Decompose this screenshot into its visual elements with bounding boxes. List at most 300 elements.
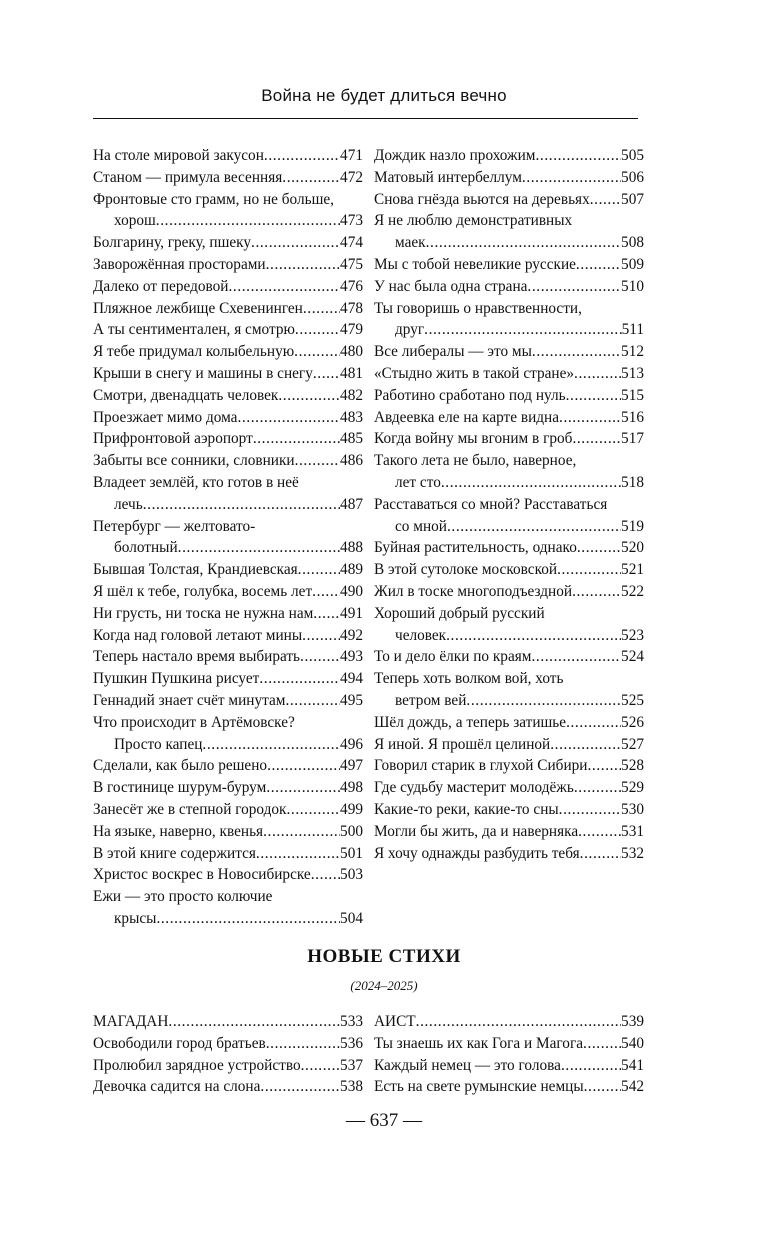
toc-entry-page: 537 <box>340 1056 363 1074</box>
toc-entry-line <box>93 254 363 276</box>
toc-entry-page: 483 <box>340 408 363 426</box>
toc-entry-title: Каждый немец — это голова <box>374 1056 561 1074</box>
toc-entry-line <box>93 494 363 516</box>
toc-entry <box>93 189 363 233</box>
toc-entry-title: В этой книге содержится <box>93 844 256 862</box>
toc-entry-title-cont: крысы <box>114 909 157 927</box>
toc-entry-page: 471 <box>340 147 363 164</box>
toc-entry <box>93 450 363 472</box>
toc-entry-title: Крыши в снегу и машины в снегу <box>93 364 313 382</box>
toc-entry-title: Буйная растительность, однако <box>374 539 577 557</box>
toc-entry-line <box>374 581 644 603</box>
section-years: (2024–2025) <box>350 978 418 993</box>
toc-entry-line <box>374 1033 644 1055</box>
dot-leader <box>267 755 340 777</box>
toc-entry <box>374 559 644 581</box>
toc-entry-line <box>93 210 363 232</box>
toc-entry-page: 529 <box>621 779 644 797</box>
toc-entry-title: Мы с тобой невеликие русские <box>374 255 576 273</box>
toc-entry-page: 541 <box>621 1056 644 1074</box>
toc-entry-page: 525 <box>621 691 644 709</box>
toc-entry-title: В этой сутолоке московской <box>374 561 558 579</box>
dot-leader <box>561 1055 621 1077</box>
toc-entry-page: 487 <box>340 495 363 513</box>
dot-leader <box>527 276 621 298</box>
toc-entry-title: Где судьбу мастерит молодёжь <box>374 779 574 797</box>
toc-entry <box>93 145 363 167</box>
toc-entry <box>374 712 644 734</box>
toc-entry-page: 510 <box>621 277 644 295</box>
toc-entry-title: Сделали, как было решено <box>93 757 268 775</box>
toc-entry <box>374 734 644 756</box>
toc-entry <box>93 625 363 647</box>
toc-entry-line <box>374 254 644 276</box>
toc-entry-line <box>93 407 363 429</box>
toc-entry <box>374 428 644 450</box>
toc-entry-page: 474 <box>340 234 363 252</box>
toc-entry <box>93 581 363 603</box>
dot-leader <box>295 450 340 472</box>
toc-entry-page: 528 <box>621 757 644 775</box>
toc-entry-page: 472 <box>340 168 363 186</box>
toc-entry <box>93 167 363 189</box>
toc-entry <box>374 189 644 211</box>
dot-leader <box>313 363 340 385</box>
toc-entry-page: 526 <box>621 713 644 731</box>
toc-entry-title: Жил в тоске многоподъездной <box>374 582 573 600</box>
toc-entry-page: 497 <box>340 757 363 775</box>
toc-entry <box>374 145 644 167</box>
toc-entry-page: 531 <box>621 822 644 840</box>
toc-entry-line <box>374 646 644 668</box>
dot-leader <box>557 559 621 581</box>
toc-entry-line <box>93 145 363 167</box>
toc-entry <box>374 843 644 865</box>
dot-leader <box>426 232 621 254</box>
toc-entry <box>374 254 644 276</box>
toc-entry-page: 488 <box>340 539 363 557</box>
toc-entry-line <box>93 232 363 254</box>
toc-entry <box>93 516 363 560</box>
toc-entry-title: Пушкин Пушкина рисует <box>93 670 260 688</box>
toc-entry-line <box>374 537 644 559</box>
toc-entry <box>374 581 644 603</box>
toc-entry-title: На столе мировой закусон <box>93 147 264 164</box>
toc-entry-line <box>93 646 363 668</box>
dot-leader <box>260 1076 340 1098</box>
dot-leader <box>266 777 340 799</box>
dot-leader <box>256 843 340 865</box>
toc-entry <box>93 864 363 886</box>
toc-entry-page: 476 <box>340 277 363 295</box>
toc-entry <box>93 472 363 516</box>
toc-entry-page: 527 <box>621 735 644 753</box>
toc-entry-page: 498 <box>340 779 363 797</box>
toc-entry-title: Бывшая Толстая, Крандиевская <box>93 561 298 579</box>
toc-entry-title: Освободили город братьев <box>93 1034 266 1052</box>
toc-entry <box>374 167 644 189</box>
toc-entry <box>374 363 644 385</box>
toc-entry <box>374 276 644 298</box>
toc-entry <box>93 603 363 625</box>
toc-entry-page: 499 <box>340 800 363 818</box>
toc-entry-line <box>93 668 363 690</box>
dot-leader <box>532 341 621 363</box>
toc-entry-title: Болгарину, греку, пшеку <box>93 234 252 252</box>
toc-entry-page: 513 <box>621 364 644 382</box>
dot-leader <box>251 232 340 254</box>
dot-leader <box>566 385 621 407</box>
toc-entry-page: 479 <box>340 321 363 339</box>
toc-entry-line <box>374 690 644 712</box>
toc-entry-page: 504 <box>340 909 363 927</box>
toc-entry-title: А ты сентиментален, я смотрю <box>93 321 295 339</box>
toc-entry-title: Когда войну мы вгоним в гроб <box>374 430 573 448</box>
toc-entry-title-cont: лет сто <box>395 473 441 491</box>
toc-entry-line <box>374 777 644 799</box>
toc-entry-page: 496 <box>340 735 363 753</box>
dot-leader <box>577 537 621 559</box>
toc-entry <box>93 385 363 407</box>
toc-entry-line <box>93 1011 363 1033</box>
toc-entry-title: Теперь настало время выбирать <box>93 648 301 666</box>
toc-entry-page: 489 <box>340 561 363 579</box>
toc-entry-line <box>374 712 644 734</box>
toc-entry-title-cont: болотный <box>114 539 178 557</box>
toc-entry-title: Ни грусть, ни тоска не нужна нам <box>93 604 314 622</box>
dot-leader <box>237 407 340 429</box>
section-heading: НОВЫЕ СТИХИ <box>307 946 461 967</box>
toc-entry <box>93 821 363 843</box>
dot-leader <box>202 734 340 756</box>
dot-leader <box>294 341 340 363</box>
dot-leader <box>278 385 340 407</box>
toc-entry-title: Забыты все сонники, словники <box>93 452 295 470</box>
dot-leader <box>253 428 340 450</box>
toc-entry-title: Хороший добрый русский <box>374 604 545 622</box>
dot-leader <box>446 625 621 647</box>
toc-entry-title: Говорил старик в глухой Сибири <box>374 757 588 775</box>
toc-entry-title-cont: человек <box>395 626 447 644</box>
toc-entry <box>374 385 644 407</box>
toc-entry-title-cont: маек <box>395 234 426 252</box>
dot-leader <box>559 407 621 429</box>
toc-entry-page: 524 <box>621 648 644 666</box>
toc-entry-title: Владеет землёй, кто готов в неё <box>93 473 299 491</box>
toc-entry-title: Проезжает мимо дома <box>93 408 238 426</box>
toc-entry-title-cont: ветром вей <box>395 691 467 709</box>
dot-leader <box>566 712 621 734</box>
toc-entry <box>93 1011 363 1033</box>
dot-leader <box>143 494 340 516</box>
toc-entry-line <box>93 908 363 930</box>
toc-entry-title: Пляжное лежбище Схевенинген <box>93 299 303 317</box>
toc-entry <box>374 603 644 647</box>
toc-entry-line <box>93 799 363 821</box>
toc-entry-title: У нас была одна страна <box>374 277 528 295</box>
dot-leader <box>156 210 340 232</box>
toc-entry-title-cont: лечь <box>114 495 143 513</box>
toc-entry-page: 494 <box>340 670 363 688</box>
dot-leader <box>298 559 340 581</box>
dot-leader <box>522 167 621 189</box>
toc-entry <box>93 254 363 276</box>
toc-entry-page: 480 <box>340 343 363 361</box>
toc-entry <box>374 210 644 254</box>
toc-entry-title: Я тебе придумал колыбельную <box>93 343 295 361</box>
toc-entry-page: 485 <box>340 430 363 448</box>
toc-entry-title: Прифронтовой аэропорт <box>93 430 253 448</box>
toc-entry-line <box>93 167 363 189</box>
toc-entry-line <box>93 755 363 777</box>
toc-entry-line <box>374 472 644 494</box>
header-rule <box>93 118 638 119</box>
toc-entry <box>93 341 363 363</box>
toc-entry-page: 473 <box>340 212 363 230</box>
toc-entry <box>93 646 363 668</box>
toc-entry-line <box>374 407 644 429</box>
dot-leader <box>266 254 340 276</box>
toc-entry <box>374 298 644 342</box>
toc-entry-title: Дождик назло прохожим <box>374 147 536 164</box>
toc-entry-title: Матовый интербеллум <box>374 168 522 186</box>
dot-leader <box>311 864 340 886</box>
toc-entry <box>374 777 644 799</box>
toc-entry-title: «Стыдно жить в такой стране» <box>374 364 575 382</box>
toc-entry <box>374 494 644 538</box>
dot-leader <box>300 646 340 668</box>
toc-entry-page: 521 <box>621 561 644 579</box>
toc-entry-page: 495 <box>340 691 363 709</box>
toc-entry-line <box>93 1033 363 1055</box>
toc-entry <box>93 668 363 690</box>
toc-entry-line <box>374 428 644 450</box>
toc-entry-title: Такого лета не было, наверное, <box>374 452 577 470</box>
toc-entry-line <box>374 755 644 777</box>
dot-leader <box>178 537 340 559</box>
toc-entry-page: 505 <box>621 147 644 164</box>
toc-entry-line <box>93 843 363 865</box>
toc-entry-page: 492 <box>340 626 363 644</box>
toc-entry-page: 533 <box>340 1013 363 1030</box>
toc-entry <box>93 232 363 254</box>
dot-leader <box>466 690 621 712</box>
toc-entry <box>93 1033 363 1055</box>
toc-entry-title-cont: друг <box>395 321 425 339</box>
toc-entry-line <box>93 450 363 472</box>
toc-entry-title: Ты говоришь о нравственности, <box>374 299 582 317</box>
dot-leader <box>578 821 621 843</box>
toc-entry-line <box>374 559 644 581</box>
dot-leader <box>228 276 340 298</box>
toc-column-right <box>374 145 644 864</box>
toc-entry-title-cont: хорош <box>114 212 156 230</box>
toc-entry-line <box>374 1055 644 1077</box>
toc-entry-line <box>93 276 363 298</box>
toc-entry-page: 542 <box>621 1078 644 1096</box>
toc-entry <box>374 668 644 712</box>
dot-leader <box>312 581 340 603</box>
toc-entry <box>374 1076 644 1098</box>
toc-entry-line <box>374 625 644 647</box>
toc-entry-page: 486 <box>340 452 363 470</box>
section-column-left <box>93 1011 363 1098</box>
dot-leader <box>574 777 621 799</box>
toc-entry-title: В гостинице шурум-бурум <box>93 779 267 797</box>
toc-entry-line <box>374 341 644 363</box>
toc-entry-line <box>93 363 363 385</box>
dot-leader <box>576 254 621 276</box>
toc-entry-page: 475 <box>340 255 363 273</box>
toc-entry-title: Я хочу однажды разбудить тебя <box>374 844 580 862</box>
dot-leader <box>572 428 621 450</box>
dot-leader <box>572 581 621 603</box>
toc-entry-line <box>374 276 644 298</box>
toc-entry-line <box>374 1011 644 1033</box>
dot-leader <box>580 843 621 865</box>
dot-leader <box>447 516 621 538</box>
toc-entry-title: Фронтовые сто грамм, но не больше, <box>93 190 334 208</box>
toc-entry-page: 523 <box>621 626 644 644</box>
toc-entry-title: Станом — примула весенняя <box>93 168 283 186</box>
toc-entry <box>93 712 363 756</box>
toc-entry-page: 519 <box>621 517 644 535</box>
toc-entry-line <box>93 537 363 559</box>
toc-entry-page: 538 <box>340 1078 363 1096</box>
toc-entry <box>93 276 363 298</box>
toc-entry-line <box>374 516 644 538</box>
toc-entry-title: Петербург — желтовато- <box>93 517 256 535</box>
toc-entry-line <box>374 232 644 254</box>
toc-entry-title: Ежи — это просто колючие <box>93 888 273 906</box>
dot-leader <box>301 1055 340 1077</box>
toc-entry-line <box>93 690 363 712</box>
toc-entry-line <box>374 1076 644 1098</box>
toc-entry-page: 522 <box>621 582 644 600</box>
toc-entry-line <box>374 145 644 167</box>
toc-entry-title: Шёл дождь, а теперь затишье <box>374 713 567 731</box>
toc-entry-title: Я шёл к тебе, голубка, восемь лет <box>93 582 313 600</box>
toc-entry-line <box>374 319 644 341</box>
toc-entry-page: 506 <box>621 168 644 186</box>
toc-entry-line <box>374 821 644 843</box>
dot-leader <box>295 319 340 341</box>
toc-entry-title: Смотри, двенадцать человек <box>93 386 279 404</box>
toc-entry-line <box>374 189 644 211</box>
toc-entry <box>93 1055 363 1077</box>
toc-entry-title: Работино сработано под нуль <box>374 386 566 404</box>
dot-leader <box>263 821 340 843</box>
dot-leader <box>583 1033 621 1055</box>
toc-entry-title-cont: со мной <box>395 517 447 535</box>
toc-entry-line <box>93 734 363 756</box>
toc-column-left <box>93 145 363 930</box>
toc-entry-line <box>93 1076 363 1098</box>
toc-entry-title: Что происходит в Артёмовске? <box>93 713 295 731</box>
toc-entry-page: 516 <box>621 408 644 426</box>
toc-entry <box>374 341 644 363</box>
dot-leader <box>313 603 340 625</box>
toc-entry <box>93 407 363 429</box>
toc-entry-line <box>93 603 363 625</box>
toc-entry-title: Геннадий знает счёт минутам <box>93 691 286 709</box>
toc-entry <box>93 1076 363 1098</box>
toc-entry-title: МАГАДАН <box>93 1013 169 1030</box>
dot-leader <box>531 646 621 668</box>
toc-entry <box>374 1055 644 1077</box>
toc-entry-line <box>374 734 644 756</box>
toc-entry-page: 503 <box>340 866 363 884</box>
toc-entry <box>93 319 363 341</box>
toc-entry <box>93 559 363 581</box>
dot-leader <box>282 167 340 189</box>
toc-entry-page: 501 <box>340 844 363 862</box>
toc-entry-page: 536 <box>340 1034 363 1052</box>
dot-leader <box>559 799 621 821</box>
toc-entry-page: 512 <box>621 343 644 361</box>
toc-entry <box>374 450 644 494</box>
toc-entry-title: Теперь хоть волком вой, хоть <box>374 670 564 688</box>
dot-leader <box>286 799 340 821</box>
dot-leader <box>266 1033 340 1055</box>
dot-leader <box>416 1011 621 1033</box>
toc-entry-line <box>93 581 363 603</box>
dot-leader <box>590 189 621 211</box>
toc-entry-line <box>93 821 363 843</box>
toc-entry-page: 517 <box>621 430 644 448</box>
toc-entry-title: Девочка садится на слона <box>93 1078 261 1096</box>
toc-entry-title: Расставаться со мной? Расставаться <box>374 495 608 513</box>
dot-leader <box>264 145 340 167</box>
dot-leader <box>584 1076 621 1098</box>
toc-entry-line <box>93 385 363 407</box>
toc-entry-page: 518 <box>621 473 644 491</box>
dot-leader <box>574 363 621 385</box>
toc-entry-line <box>93 341 363 363</box>
toc-entry-page: 490 <box>340 582 363 600</box>
toc-entry-line <box>374 843 644 865</box>
toc-entry-page: 500 <box>340 822 363 840</box>
toc-entry-title: АИСТ <box>374 1013 416 1030</box>
toc-entry-page: 478 <box>340 299 363 317</box>
toc-entry <box>374 407 644 429</box>
toc-entry-page: 511 <box>621 321 644 339</box>
toc-entry <box>93 363 363 385</box>
toc-entry <box>93 886 363 930</box>
dot-leader <box>550 734 621 756</box>
toc-entry-page: 507 <box>621 190 644 208</box>
toc-entry <box>93 428 363 450</box>
toc-entry-title: Я не люблю демонстративных <box>374 212 573 230</box>
toc-entry-page: 509 <box>621 255 644 273</box>
toc-entry <box>374 755 644 777</box>
toc-entry-title: Могли бы жить, да и наверняка <box>374 822 579 840</box>
toc-entry-page: 493 <box>340 648 363 666</box>
toc-entry-title: Какие-то реки, какие-то сны <box>374 800 559 818</box>
toc-entry <box>374 799 644 821</box>
section-column-right <box>374 1011 644 1098</box>
toc-entry-line <box>374 799 644 821</box>
toc-entry <box>93 690 363 712</box>
toc-entry <box>93 777 363 799</box>
toc-entry-line <box>374 385 644 407</box>
toc-entry-page: 532 <box>621 844 644 862</box>
toc-entry-title: Пролюбил зарядное устройство <box>93 1056 301 1074</box>
toc-entry-line <box>374 363 644 385</box>
toc-entry-line <box>93 319 363 341</box>
toc-entry <box>374 1033 644 1055</box>
toc-entry-title-cont: Просто капец <box>114 735 203 753</box>
